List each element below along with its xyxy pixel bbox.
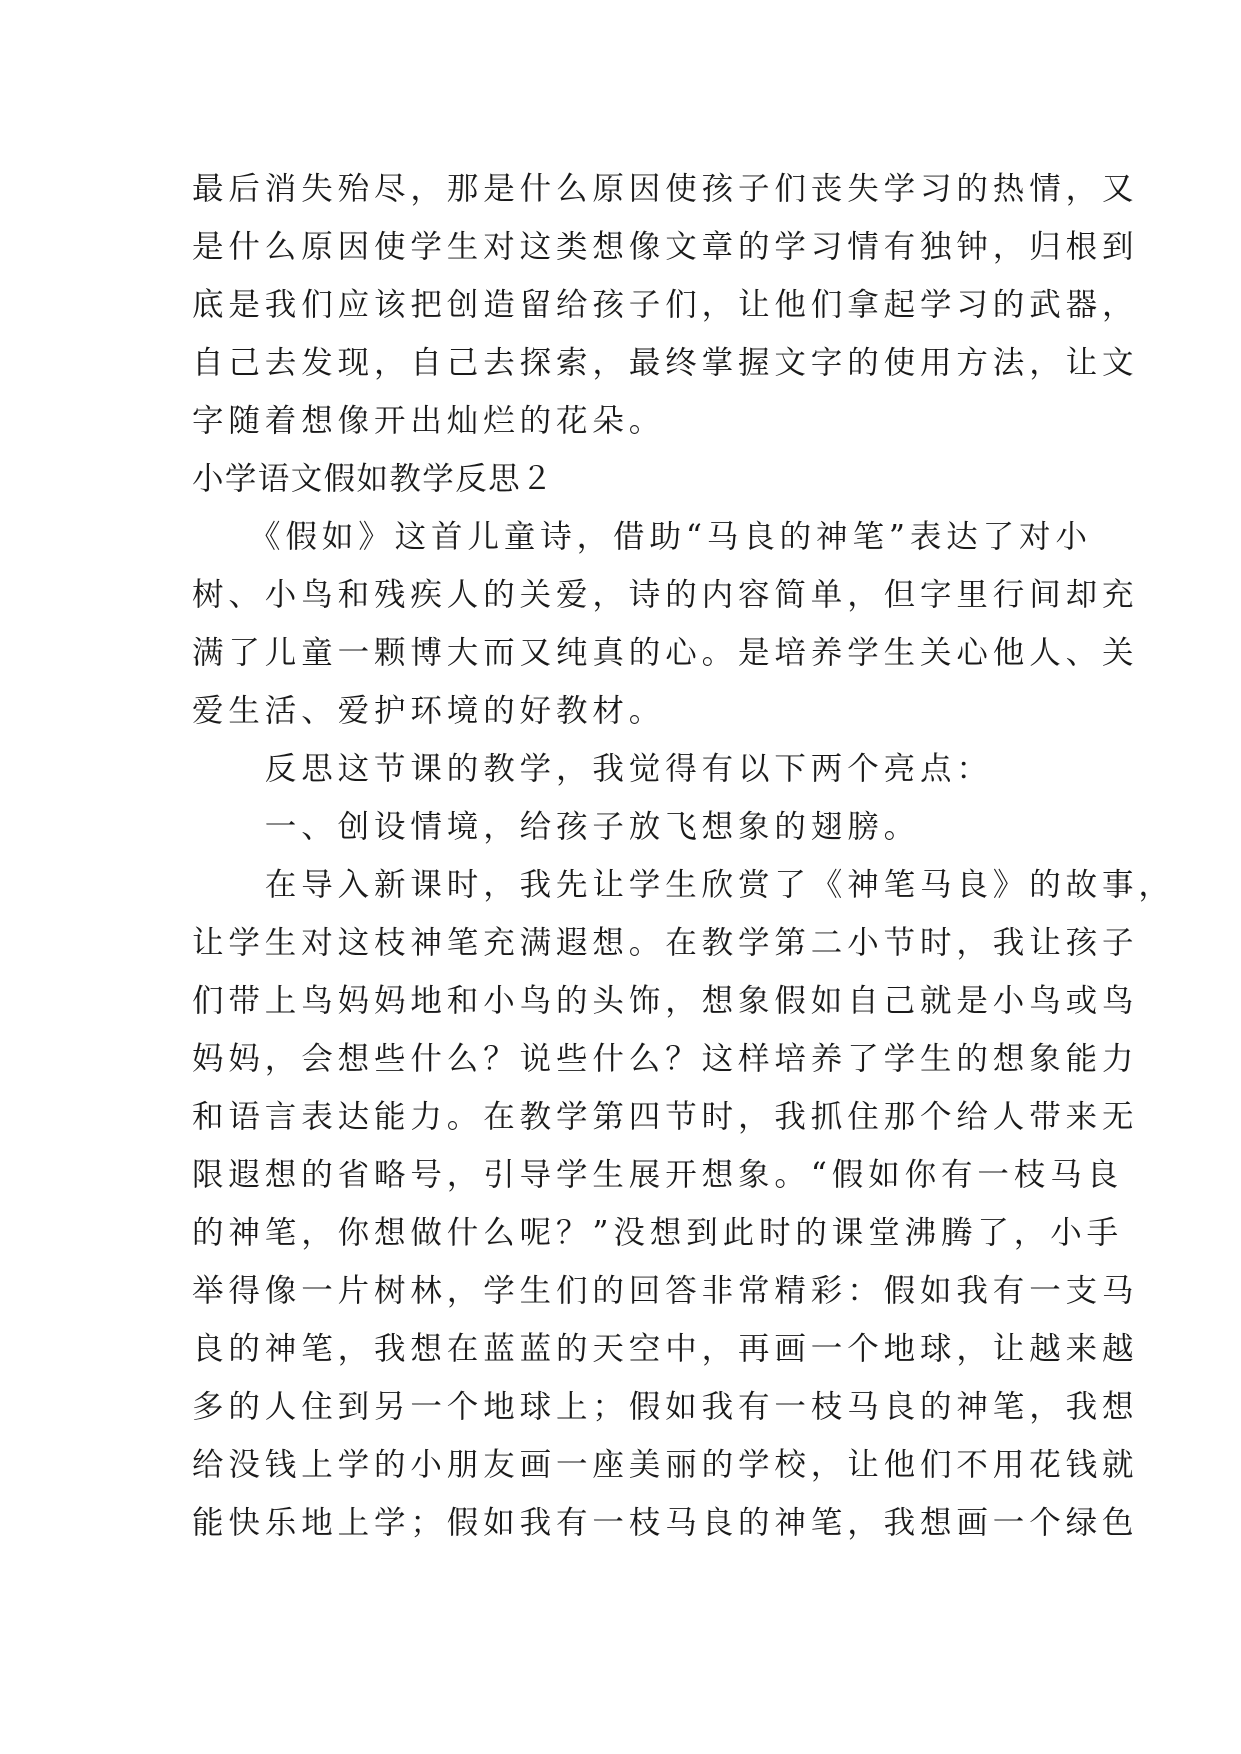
text-line: 多的人住到另一个地球上；假如我有一枝马良的神笔，我想 [192,1389,1139,1425]
text-line: 妈妈，会想些什么？说些什么？这样培养了学生的想象能力 [192,1041,1139,1077]
text-line: 给没钱上学的小朋友画一座美丽的学校，让他们不用花钱就 [192,1447,1139,1483]
text-line: 让学生对这枝神笔充满遐想。在教学第二小节时，我让孩子 [192,925,1139,961]
text-line: 是什么原因使学生对这类想像文章的学习情有独钟，归根到 [192,229,1139,265]
text-line: 一、创设情境，给孩子放飞想象的翅膀。 [192,809,921,845]
text-line: 满了儿童一颗博大而又纯真的心。是培养学生关心他人、关 [192,635,1139,671]
text-line: 《假如》这首儿童诗，借助“马良的神笔”表达了对小 [192,519,1092,555]
text-line: 树、小鸟和残疾人的关爱，诗的内容简单，但字里行间却充 [192,577,1139,613]
text-line: 反思这节课的教学，我觉得有以下两个亮点： [192,751,993,787]
text-line: 最后消失殆尽，那是什么原因使孩子们丧失学习的热情，又 [192,171,1139,207]
text-line: 在导入新课时，我先让学生欣赏了《神笔马良》的故事， [192,867,1175,903]
section-heading: 小学语文假如教学反思２ [192,461,554,497]
text-line: 爱生活、爱护环境的好教材。 [192,693,666,729]
document-body [192,160,1175,1552]
text-line: 的神笔，你想做什么呢？”没想到此时的课堂沸腾了，小手 [192,1215,1124,1251]
text-line: 们带上鸟妈妈地和小鸟的头饰，想象假如自己就是小鸟或鸟 [192,983,1139,1019]
text-line: 良的神笔，我想在蓝蓝的天空中，再画一个地球，让越来越 [192,1331,1139,1367]
text-line: 举得像一片树林，学生们的回答非常精彩：假如我有一支马 [192,1273,1139,1309]
text-line: 自己去发现，自己去探索，最终掌握文字的使用方法，让文 [192,345,1139,381]
text-line: 底是我们应该把创造留给孩子们，让他们拿起学习的武器， [192,287,1139,323]
text-line: 限遐想的省略号，引导学生展开想象。“假如你有一枝马良 [192,1157,1124,1193]
text-line: 字随着想像开出灿烂的花朵。 [192,403,666,439]
text-line: 能快乐地上学；假如我有一枝马良的神笔，我想画一个绿色 [192,1505,1139,1541]
text-line: 和语言表达能力。在教学第四节时，我抓住那个给人带来无 [192,1099,1139,1135]
